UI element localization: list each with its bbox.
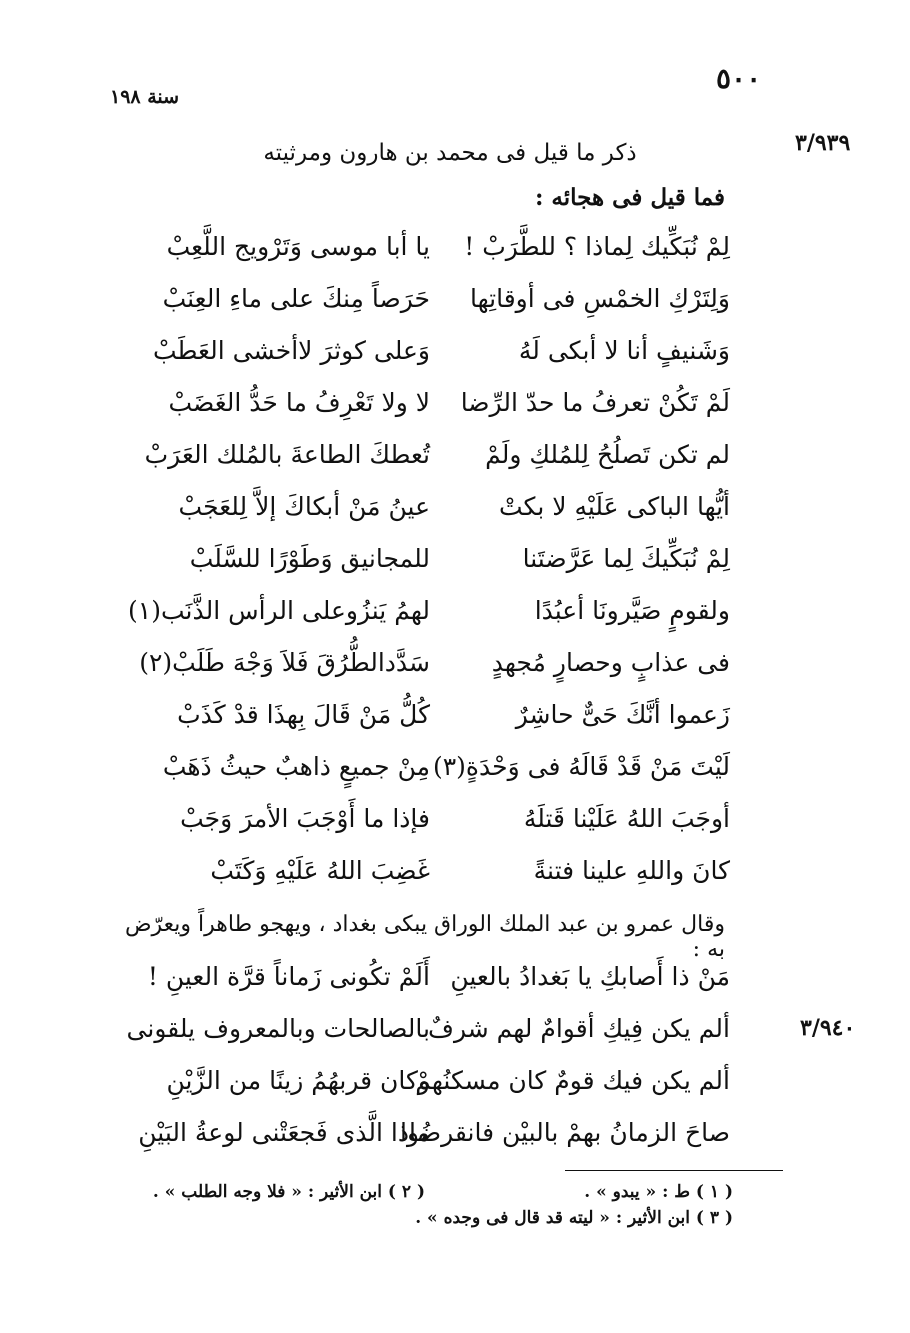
second-hemistich: سَدَّدالطُّرُقَ فَلاَ وَجْهَ طَلَبْ(٢) xyxy=(139,648,430,677)
year-label: سنة ١٩٨ xyxy=(110,86,180,108)
first-hemistich: فى عذابٍ وحصارٍ مُجهدٍ xyxy=(491,648,730,677)
verse-line xyxy=(150,544,730,596)
verse-line xyxy=(150,336,730,388)
footnote-2: ( ٢ ) ابن الأثير : « فلا وجه الطلب » . xyxy=(152,1182,425,1202)
first-hemistich: وَشَنيفٍ أنا لا أبكى لَهُ xyxy=(518,336,730,365)
first-hemistich: أيُّها الباكى عَلَيْهِ لا بكتْ xyxy=(498,492,730,521)
first-hemistich: زَعموا أنَّكَ حَىٌّ حاشِرٌ xyxy=(515,700,730,729)
footnote-divider xyxy=(565,1170,783,1171)
first-hemistich: لم تكن تَصلُحُ لِلمُلكِ ولَمْ xyxy=(485,440,730,469)
second-hemistich: لهمُ يَنزُوعلى الرأس الذَّنَب(١) xyxy=(128,596,430,625)
prose-line: وقال عمرو بن عبد الملك الوراق يبكى بغداد ، ويهجو طاهراً ويعرّض به : xyxy=(124,912,725,962)
verse-line xyxy=(147,962,730,1014)
verse-line xyxy=(126,1014,730,1066)
page-number: ٥٠٠ xyxy=(716,62,762,95)
second-hemistich: لا ولا تَعْرِفُ ما حَدُّ الغَضَبْ xyxy=(168,388,430,417)
first-hemistich: كانَ واللهِ علينا فتنةً xyxy=(533,856,730,885)
footnote-1: ( ١ ) ط : « يبدو » . xyxy=(584,1182,733,1202)
second-hemistich: يا أبا موسى وَتَرْويج اللَّعِبْ xyxy=(166,232,430,261)
first-hemistich: ألم يكن فِيكِ أقوامٌ لهم شرفٌ xyxy=(428,1014,730,1043)
verse-line xyxy=(150,232,730,284)
first-hemistich: وَلِتَرْكِ الخمْسِ فى أوقاتِها xyxy=(470,284,730,313)
second-hemistich: حَرَصاً مِنكَ على ماءِ العِنَبْ xyxy=(162,284,430,313)
verse-line xyxy=(150,804,730,856)
second-hemistich: للمجانيق وَطَوْرًا للسَّلَبْ xyxy=(189,544,430,573)
section-title: ذكر ما قيل فى محمد بن هارون ومرثيته xyxy=(263,140,637,166)
verse-line xyxy=(150,856,730,908)
intro-line: فما قيل فى هجائه : xyxy=(534,184,725,211)
second-hemistich: عينُ مَنْ أبكاكَ إلاَّ لِلعَجَبْ xyxy=(178,492,430,521)
first-hemistich: صاحَ الزمانُ بهمْ بالبيْن فانقرضُوا xyxy=(400,1118,730,1147)
first-hemistich: أوجَبَ اللهُ عَلَيْنا قَتلَهُ xyxy=(523,804,730,833)
verse-line xyxy=(150,388,730,440)
second-hemistich: كُلُّ مَنْ قَالَ بِهذَا قدْ كَذَبْ xyxy=(177,700,430,729)
verse-line xyxy=(150,700,730,752)
first-hemistich: لَمْ تَكُنْ تعرفُ ما حدّ الرِّضا xyxy=(460,388,730,417)
verse-line xyxy=(138,1118,730,1170)
verse-line xyxy=(150,492,730,544)
second-hemistich: فإذا ما أَوْجَبَ الأمرَ وَجَبْ xyxy=(180,804,430,833)
first-hemistich: لَيْتَ مَنْ قَدْ قَالَهُ فى وَحْدَةٍ(٣) xyxy=(432,752,730,781)
first-hemistich: لِمْ نُبَكِّيك لِماذا ؟ للطَّرَبْ ! xyxy=(464,232,730,261)
verse-line xyxy=(150,752,730,804)
margin-reference: ٣/٩٣٩ xyxy=(795,130,851,156)
second-hemistich: أَلَمْ تكُونى زَماناً قرَّة العينِ ! xyxy=(147,962,430,991)
verse-line xyxy=(128,596,730,648)
first-hemistich: مَنْ ذا أَصابكِ يا بَغدادُ بالعينِ xyxy=(450,962,730,991)
second-hemistich: غَضِبَ اللهُ عَلَيْهِ وَكَتَبْ xyxy=(210,856,430,885)
first-hemistich: ألم يكن فيك قومٌ كان مسكنُهمْ xyxy=(415,1066,730,1095)
poem-2 xyxy=(126,962,730,1170)
verse-line xyxy=(150,284,730,336)
poem-1 xyxy=(128,232,730,908)
verse-line xyxy=(144,440,730,492)
margin-reference: ٣/٩٤٠ xyxy=(800,1015,856,1041)
second-hemistich: مِنْ جميعٍ ذاهبٌ حيثُ ذَهَبْ xyxy=(162,752,430,781)
second-hemistich: وكان قربهُمُ زينًا من الزَّيْنِ xyxy=(166,1066,430,1095)
first-hemistich: ولقومٍ صَيَّرونَا أعبُدًا xyxy=(534,596,730,625)
footnote-3: ( ٣ ) ابن الأثير : « ليته قد قال فى وجده » . xyxy=(415,1208,733,1228)
first-hemistich: لِمْ نُبَكِّيكَ لِما عَرَّضتَنا xyxy=(522,544,730,573)
verse-line xyxy=(150,1066,730,1118)
second-hemistich: بالصالحات وبالمعروف يلقونى xyxy=(126,1014,430,1043)
second-hemistich: تُعطكَ الطاعةَ بالمُلك العَرَبْ xyxy=(144,440,430,469)
verse-line xyxy=(139,648,730,700)
second-hemistich: ماذا الَّذى فَجعَتْنى لوعةُ البَيْنِ xyxy=(138,1118,430,1147)
second-hemistich: وَعلى كوثرَ لاأخشى العَطَبْ xyxy=(153,336,430,365)
